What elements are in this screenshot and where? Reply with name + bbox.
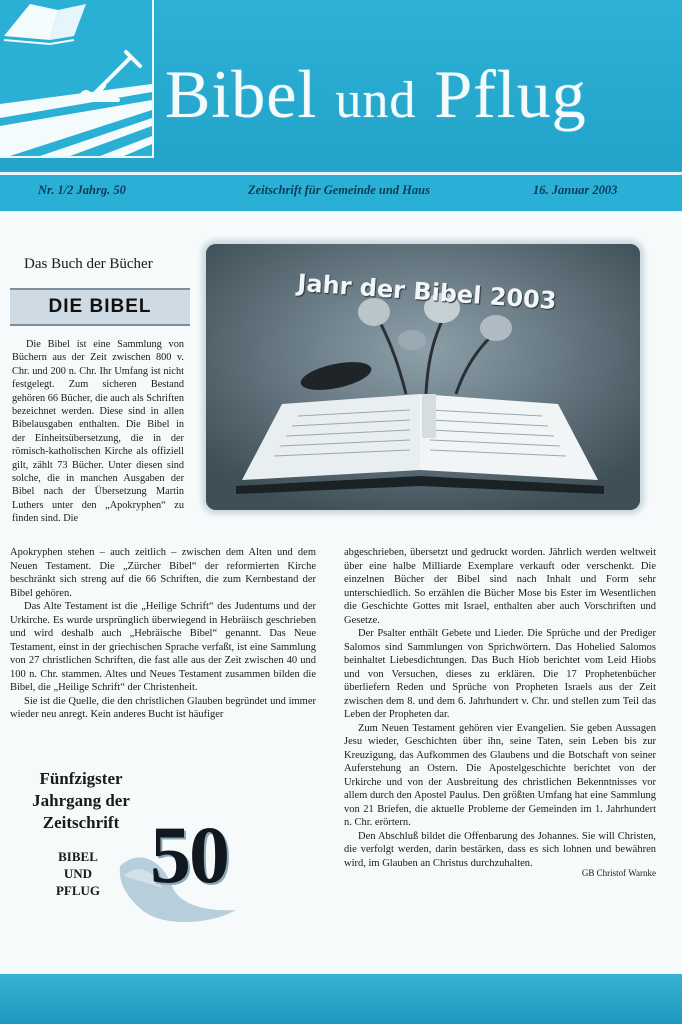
anniversary-line: Fünfzigster [39, 769, 123, 788]
article-paragraph: Sie ist die Quelle, die den christlichen Glauben begründet und immer wieder neu anregt. Kein anderes Bucht ist häufiger [10, 695, 316, 720]
article-paragraph: Der Psalter enthält Gebete und Lieder. Die Sprüche und der Prediger Salomos sind Sammlungen von Sprichwörtern. Das Hohelied Salomos beinhaltet Liebesdichtungen. Das Buch Hiob berichtet vom Leid Hiobs und von Versuchen, dieses zu erklären. Die 17 Prophetenbücher überliefern Reden und Sprüche von Propheten Israels aus der Zeit zwischen dem 8. und dem 6. Jahrhundert v. Chr. und stellen zum Teil das Leben der Propheten dar. [344, 628, 656, 720]
article-heading-box [10, 288, 190, 326]
article-column-left [10, 546, 316, 722]
anniversary-line: Zeitschrift [42, 813, 120, 832]
bottom-band [0, 974, 682, 1024]
article-paragraph: Die Bibel ist eine Sammlung von Büchern aus der Zeit zwischen 800 v. Chr. und 200 n. Chr. Ihr Umfang ist nicht festgelegt. Zum sicheren Bestand gehören 66 Bücher, die auch als Schriften bezeichnet werden. Diese sind in allen Bibelausgaben enthalten. Die Bibel in der Einheitsübersetzung, die in der römisch-katholischen Kirche als offiziell gilt, zählt 73 Bücher. Unter diesen sind solche, die in manchen Ausgaben der Bibel nach der Übersetzung Martin Luthers unter den „Apokryphen“ zu finden sind. Die [12, 339, 185, 525]
article-paragraph: Zum Neuen Testament gehören vier Evangelien. Sie geben Aussagen Jesu wieder, Geschichten über ihn, seine Taten, sein Leben bis zur Kreuzigung, das Aufkommen des Glaubens und die Botschaft von seiner Auferstehung an Ostern. Die Apostelgeschichte berichtet von der Urkirche und von der Ausbreitung des christlichen Bekenntnisses vor allem durch den Apostel Paulus. Den größten Umfang hat eine Sammlung von 21 Briefen, die aktuelle Probleme der Gemeinden im 1. Jahrhundert n. Chr. erörtern. [344, 722, 656, 828]
article-paragraph: Apokryphen stehen – auch zeitlich – zwischen dem Alten und dem Neuen Testament. Die „Zürcher Bibel“ der reformierten Kirche beschränkt sich streng auf die 66 Schriften, die zum Kernbestand der Bibel gehören. [10, 547, 316, 599]
issue-info-bar [0, 172, 682, 214]
article-paragraph: Den Abschluß bildet die Offenbarung des Johannes. Sie will Christen, die verfolgt werden, darin bestärken, dass es sich lohnen und bewähren wird, im Glauben an Christus durchzuhalten. [344, 830, 656, 869]
open-book-and-plough-icon [0, 0, 154, 158]
article-kicker: Das Buch der Bücher [24, 256, 153, 272]
photo-caption: Jahr der Bibel 2003 [296, 268, 558, 316]
badge-line: PFLUG [55, 883, 101, 898]
title-und: und [335, 72, 417, 129]
anniversary-badge-text [40, 848, 116, 899]
issue-number: Nr. 1/2 Jahrg. 50 [38, 183, 126, 197]
badge-line: UND [63, 866, 93, 881]
article-heading: DIE BIBEL [48, 296, 152, 317]
anniversary-line: Jahrgang der [32, 791, 130, 810]
article-column-narrow [12, 338, 184, 526]
title-pflug: Pflug [434, 56, 587, 132]
masthead [0, 0, 682, 170]
article-paragraph: Das Alte Testament ist die „Heilige Schrift“ des Judentums und der Urkirche. Es wurde ursprünglich überwiegend in Hebräisch geschrieben und wird deshalb auch „Hebräische Bibel“ genannt. Das Neue Testament, einst in der griechischen Sprache verfaßt, ist eine Sammlung von 27 christlichen Schriften, die fast alle aus der Zeit zwischen 40 und 100 n. Chr. stammen. Altes und Neues Testament zusammen bilden die Bibel, die „Heilige Schrift“ der Christenheit. [10, 601, 316, 693]
title-bibel: Bibel [165, 56, 318, 132]
article-column-right [344, 546, 656, 878]
badge-line: BIBEL [58, 849, 98, 864]
article-paragraph: abgeschrieben, übersetzt und gedruckt worden. Jährlich werden weltweit über eine halbe Milliarde Exemplare verkauft oder verschenkt. Die einzelnen Bücher der Bibel sind nach Inhalt und Form sehr unterschiedlich. So erzählen die Bücher Mose bis Ester im Wesentlichen die Geschichte Gottes mit Israel, enthalten aber auch Vorschriften und Gesetze. [344, 547, 656, 626]
issue-date: 16. Januar 2003 [533, 183, 618, 197]
author-signoff: GB Christof Warnke [581, 868, 656, 878]
anniversary-number: 50 [150, 809, 228, 900]
magazine-subtitle: Zeitschrift für Gemeinde und Haus [248, 183, 430, 197]
anniversary-emblem [112, 806, 282, 936]
masthead-title [165, 52, 587, 143]
